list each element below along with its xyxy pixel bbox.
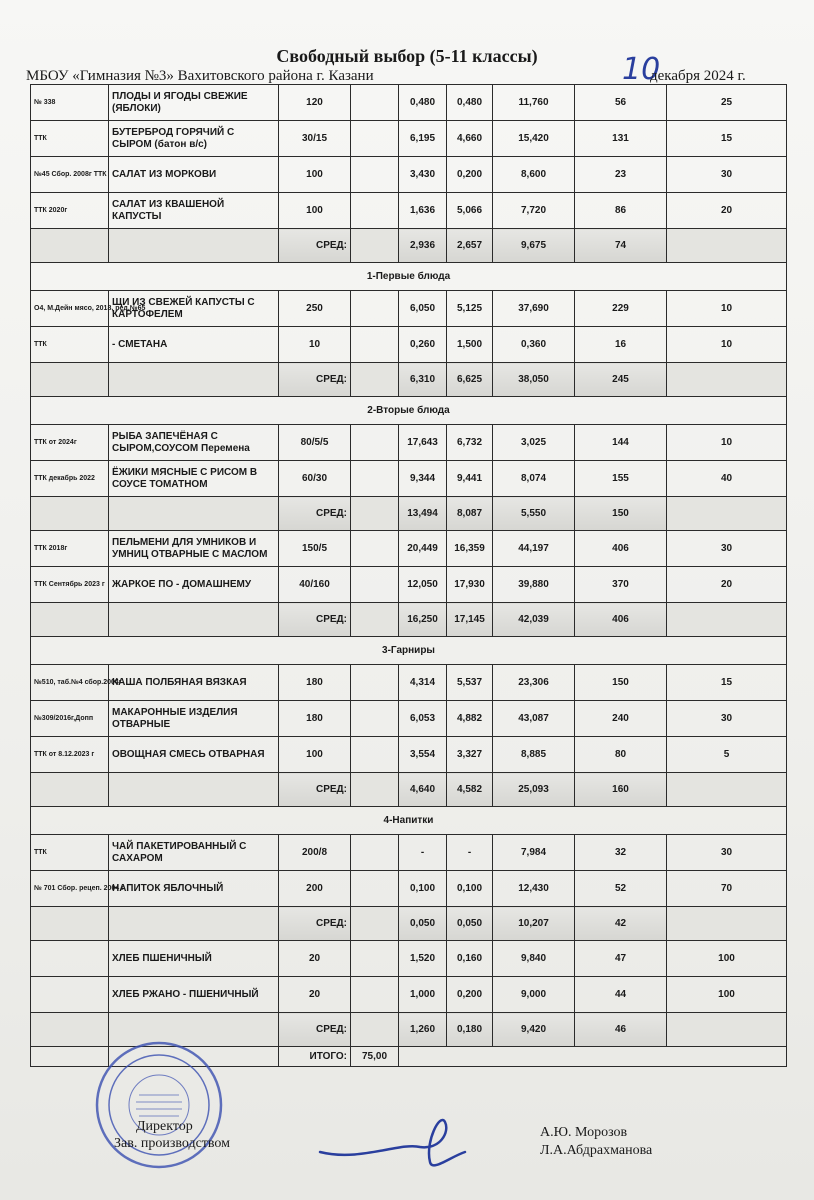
recipe-code: ТТК: [31, 327, 109, 363]
kcal-value: 23: [575, 157, 667, 193]
empty-cell: [109, 603, 279, 637]
recipe-code: [31, 941, 109, 977]
price-value: 30: [667, 157, 787, 193]
kcal-value: 44: [575, 977, 667, 1013]
average-label: СРЕД:: [279, 229, 351, 263]
menu-row: [31, 835, 787, 871]
portion-weight: 60/30: [279, 461, 351, 497]
empty-cell: [109, 497, 279, 531]
portion-weight: 180: [279, 665, 351, 701]
menu-row: [31, 701, 787, 737]
menu-row: [31, 291, 787, 327]
total-label: ИТОГО:: [279, 1047, 351, 1067]
signature-names: [540, 1124, 652, 1160]
empty-cell: [351, 497, 399, 531]
menu-row: [31, 461, 787, 497]
dish-name: НАПИТОК ЯБЛОЧНЫЙ: [109, 871, 279, 907]
fat-value: 0,200: [447, 977, 493, 1013]
empty-cell: [351, 425, 399, 461]
carbs-value: 23,306: [493, 665, 575, 701]
portion-weight: 100: [279, 193, 351, 229]
document-title: Свободный выбор (5-11 классы): [276, 46, 538, 66]
carbs-value: 3,025: [493, 425, 575, 461]
empty-cell: [351, 567, 399, 603]
fat-value: 4,660: [447, 121, 493, 157]
price-value: 30: [667, 835, 787, 871]
kcal-value: 229: [575, 291, 667, 327]
empty-cell: [351, 121, 399, 157]
protein-value: 0,100: [399, 871, 447, 907]
dish-name: БУТЕРБРОД ГОРЯЧИЙ С СЫРОМ (батон в/с): [109, 121, 279, 157]
portion-weight: 40/160: [279, 567, 351, 603]
fat-value: 3,327: [447, 737, 493, 773]
carbs-average: 38,050: [493, 363, 575, 397]
carbs-value: 9,840: [493, 941, 575, 977]
empty-cell: [667, 229, 787, 263]
dish-name: ОВОЩНАЯ СМЕСЬ ОТВАРНАЯ: [109, 737, 279, 773]
date-month-year: декабря 2024 г.: [650, 68, 746, 84]
menu-row: [31, 531, 787, 567]
protein-value: -: [399, 835, 447, 871]
price-value: 100: [667, 941, 787, 977]
price-value: 25: [667, 85, 787, 121]
kcal-value: 56: [575, 85, 667, 121]
kcal-average: 150: [575, 497, 667, 531]
average-label: СРЕД:: [279, 497, 351, 531]
empty-cell: [351, 531, 399, 567]
empty-cell: [667, 773, 787, 807]
section-row: [31, 637, 787, 665]
fat-average: 8,087: [447, 497, 493, 531]
menu-table: [30, 84, 787, 1067]
average-label: СРЕД:: [279, 1013, 351, 1047]
empty-cell: [109, 229, 279, 263]
price-value: 70: [667, 871, 787, 907]
average-row: [31, 907, 787, 941]
average-label: СРЕД:: [279, 603, 351, 637]
portion-weight: 10: [279, 327, 351, 363]
fat-average: 6,625: [447, 363, 493, 397]
handwritten-signature: [300, 1102, 500, 1182]
average-label: СРЕД:: [279, 907, 351, 941]
empty-cell: [31, 497, 109, 531]
recipe-code: ТТК Сентябрь 2023 г: [31, 567, 109, 603]
fat-value: 17,930: [447, 567, 493, 603]
carbs-value: 37,690: [493, 291, 575, 327]
fat-value: 4,882: [447, 701, 493, 737]
kcal-value: 131: [575, 121, 667, 157]
portion-weight: 200: [279, 871, 351, 907]
fat-value: 0,100: [447, 871, 493, 907]
portion-weight: 20: [279, 977, 351, 1013]
fat-average: 0,180: [447, 1013, 493, 1047]
menu-row: [31, 977, 787, 1013]
role-director: Директор: [136, 1119, 193, 1134]
empty-cell: [31, 603, 109, 637]
fat-value: -: [447, 835, 493, 871]
signature-roles: [114, 1118, 230, 1152]
portion-weight: 150/5: [279, 531, 351, 567]
protein-average: 2,936: [399, 229, 447, 263]
portion-weight: 80/5/5: [279, 425, 351, 461]
kcal-value: 16: [575, 327, 667, 363]
fat-value: 0,480: [447, 85, 493, 121]
protein-value: 0,260: [399, 327, 447, 363]
kcal-average: 46: [575, 1013, 667, 1047]
kcal-value: 32: [575, 835, 667, 871]
empty-cell: [31, 229, 109, 263]
empty-cell: [667, 907, 787, 941]
portion-weight: 30/15: [279, 121, 351, 157]
section-heading: 2-Вторые блюда: [31, 397, 787, 425]
empty-cell: [351, 193, 399, 229]
protein-value: 1,000: [399, 977, 447, 1013]
protein-value: 1,520: [399, 941, 447, 977]
fat-value: 0,160: [447, 941, 493, 977]
average-row: [31, 603, 787, 637]
empty-cell: [351, 291, 399, 327]
kcal-value: 47: [575, 941, 667, 977]
fat-average: 2,657: [447, 229, 493, 263]
menu-row: [31, 941, 787, 977]
empty-cell: [351, 157, 399, 193]
section-heading: 4-Напитки: [31, 807, 787, 835]
empty-cell: [109, 773, 279, 807]
price-value: 15: [667, 665, 787, 701]
price-value: 100: [667, 977, 787, 1013]
empty-cell: [667, 363, 787, 397]
recipe-code: №510, таб.№4 сбор.2004г: [31, 665, 109, 701]
protein-value: 0,480: [399, 85, 447, 121]
protein-average: 13,494: [399, 497, 447, 531]
kcal-value: 144: [575, 425, 667, 461]
section-row: [31, 397, 787, 425]
kcal-value: 86: [575, 193, 667, 229]
menu-row: [31, 157, 787, 193]
carbs-value: 43,087: [493, 701, 575, 737]
kcal-value: 240: [575, 701, 667, 737]
price-value: 5: [667, 737, 787, 773]
recipe-code: №45 Сбор. 2008г ТТК: [31, 157, 109, 193]
average-label: СРЕД:: [279, 363, 351, 397]
protein-value: 9,344: [399, 461, 447, 497]
recipe-code: ТТК: [31, 835, 109, 871]
empty-cell: [351, 85, 399, 121]
kcal-value: 406: [575, 531, 667, 567]
dish-name: ПЕЛЬМЕНИ ДЛЯ УМНИКОВ И УМНИЦ ОТВАРНЫЕ С МАСЛОМ: [109, 531, 279, 567]
empty-cell: [667, 603, 787, 637]
school-name: МБОУ «Гимназия №3» Вахитовского района г. Казани: [26, 68, 374, 84]
recipe-code: ТТК декабрь 2022: [31, 461, 109, 497]
name-production-head: Л.А.Абдрахманова: [540, 1143, 653, 1158]
kcal-average: 406: [575, 603, 667, 637]
recipe-code: О4, М.Дейн мясо, 2018, ред.№65: [31, 291, 109, 327]
carbs-average: 42,039: [493, 603, 575, 637]
protein-average: 16,250: [399, 603, 447, 637]
recipe-code: ТТК от 2024г: [31, 425, 109, 461]
average-row: [31, 497, 787, 531]
empty-cell: [351, 327, 399, 363]
menu-row: [31, 193, 787, 229]
empty-cell: [399, 1047, 787, 1067]
empty-cell: [667, 497, 787, 531]
price-value: 40: [667, 461, 787, 497]
dish-name: РЫБА ЗАПЕЧЁНАЯ С СЫРОМ,СОУСОМ Перемена: [109, 425, 279, 461]
protein-value: 3,554: [399, 737, 447, 773]
section-heading: 1-Первые блюда: [31, 263, 787, 291]
recipe-code: № 701 Сбор. рецеп. 2004 г: [31, 871, 109, 907]
recipe-code: № 338: [31, 85, 109, 121]
portion-weight: 100: [279, 157, 351, 193]
price-value: 30: [667, 531, 787, 567]
total-value: 75,00: [351, 1047, 399, 1067]
empty-cell: [351, 603, 399, 637]
section-row: [31, 807, 787, 835]
empty-cell: [351, 363, 399, 397]
kcal-value: 155: [575, 461, 667, 497]
empty-cell: [31, 907, 109, 941]
empty-cell: [351, 977, 399, 1013]
carbs-value: 44,197: [493, 531, 575, 567]
carbs-value: 7,720: [493, 193, 575, 229]
empty-cell: [31, 773, 109, 807]
carbs-value: 8,074: [493, 461, 575, 497]
fat-value: 9,441: [447, 461, 493, 497]
carbs-average: 10,207: [493, 907, 575, 941]
protein-average: 0,050: [399, 907, 447, 941]
average-row: [31, 773, 787, 807]
empty-cell: [351, 701, 399, 737]
empty-cell: [109, 363, 279, 397]
protein-average: 1,260: [399, 1013, 447, 1047]
fat-value: 5,537: [447, 665, 493, 701]
portion-weight: 250: [279, 291, 351, 327]
dish-name: ЁЖИКИ МЯСНЫЕ С РИСОМ В СОУСЕ ТОМАТНОМ: [109, 461, 279, 497]
role-production-head: Зав. производством: [114, 1136, 231, 1151]
recipe-code: №309/2016г,Допп: [31, 701, 109, 737]
empty-cell: [351, 941, 399, 977]
average-row: [31, 363, 787, 397]
carbs-value: 8,600: [493, 157, 575, 193]
recipe-code: ТТК 2020г: [31, 193, 109, 229]
protein-value: 12,050: [399, 567, 447, 603]
carbs-value: 7,984: [493, 835, 575, 871]
kcal-average: 160: [575, 773, 667, 807]
price-value: 20: [667, 193, 787, 229]
dish-name: ЧАЙ ПАКЕТИРОВАННЫЙ С САХАРОМ: [109, 835, 279, 871]
menu-row: [31, 425, 787, 461]
handwritten-day: 10: [622, 52, 661, 87]
empty-cell: [109, 907, 279, 941]
empty-cell: [351, 871, 399, 907]
price-value: 10: [667, 327, 787, 363]
price-value: 20: [667, 567, 787, 603]
menu-row: [31, 121, 787, 157]
recipe-code: ТТК: [31, 121, 109, 157]
protein-value: 6,195: [399, 121, 447, 157]
empty-cell: [351, 737, 399, 773]
empty-cell: [667, 1013, 787, 1047]
carbs-average: 5,550: [493, 497, 575, 531]
kcal-value: 52: [575, 871, 667, 907]
menu-row: [31, 665, 787, 701]
protein-average: 4,640: [399, 773, 447, 807]
fat-value: 5,125: [447, 291, 493, 327]
carbs-value: 8,885: [493, 737, 575, 773]
fat-value: 1,500: [447, 327, 493, 363]
portion-weight: 100: [279, 737, 351, 773]
fat-value: 5,066: [447, 193, 493, 229]
kcal-average: 74: [575, 229, 667, 263]
fat-average: 4,582: [447, 773, 493, 807]
price-value: 10: [667, 425, 787, 461]
kcal-average: 42: [575, 907, 667, 941]
menu-row: [31, 737, 787, 773]
fat-value: 0,200: [447, 157, 493, 193]
carbs-value: 12,430: [493, 871, 575, 907]
carbs-value: 39,880: [493, 567, 575, 603]
price-value: 10: [667, 291, 787, 327]
protein-value: 1,636: [399, 193, 447, 229]
section-heading: 3-Гарниры: [31, 637, 787, 665]
kcal-value: 150: [575, 665, 667, 701]
carbs-average: 25,093: [493, 773, 575, 807]
portion-weight: 20: [279, 941, 351, 977]
dish-name: - СМЕТАНА: [109, 327, 279, 363]
menu-row: [31, 567, 787, 603]
recipe-code: [31, 977, 109, 1013]
dish-name: ПЛОДЫ И ЯГОДЫ СВЕЖИЕ (ЯБЛОКИ): [109, 85, 279, 121]
fat-average: 17,145: [447, 603, 493, 637]
menu-row: [31, 327, 787, 363]
dish-name: ХЛЕБ ПШЕНИЧНЫЙ: [109, 941, 279, 977]
dish-name: САЛАТ ИЗ МОРКОВИ: [109, 157, 279, 193]
kcal-average: 245: [575, 363, 667, 397]
dish-name: ЩИ ИЗ СВЕЖЕЙ КАПУСТЫ С КАРТОФЕЛЕМ: [109, 291, 279, 327]
average-label: СРЕД:: [279, 773, 351, 807]
price-value: 30: [667, 701, 787, 737]
dish-name: ЖАРКОЕ ПО - ДОМАШНЕМУ: [109, 567, 279, 603]
carbs-value: 9,000: [493, 977, 575, 1013]
empty-cell: [351, 1013, 399, 1047]
protein-average: 6,310: [399, 363, 447, 397]
carbs-value: 11,760: [493, 85, 575, 121]
carbs-value: 0,360: [493, 327, 575, 363]
price-value: 15: [667, 121, 787, 157]
empty-cell: [351, 665, 399, 701]
empty-cell: [351, 773, 399, 807]
name-director: А.Ю. Морозов: [540, 1125, 628, 1140]
dish-name: МАКАРОННЫЕ ИЗДЕЛИЯ ОТВАРНЫЕ: [109, 701, 279, 737]
section-row: [31, 263, 787, 291]
empty-cell: [351, 835, 399, 871]
dish-name: САЛАТ ИЗ КВАШЕНОЙ КАПУСТЫ: [109, 193, 279, 229]
kcal-value: 370: [575, 567, 667, 603]
portion-weight: 120: [279, 85, 351, 121]
fat-value: 6,732: [447, 425, 493, 461]
empty-cell: [351, 461, 399, 497]
protein-value: 6,050: [399, 291, 447, 327]
protein-value: 3,430: [399, 157, 447, 193]
menu-row: [31, 85, 787, 121]
empty-cell: [351, 229, 399, 263]
empty-cell: [31, 363, 109, 397]
fat-value: 16,359: [447, 531, 493, 567]
recipe-code: ТТК от 8.12.2023 г: [31, 737, 109, 773]
kcal-value: 80: [575, 737, 667, 773]
dish-name: ХЛЕБ РЖАНО - ПШЕНИЧНЫЙ: [109, 977, 279, 1013]
carbs-average: 9,420: [493, 1013, 575, 1047]
recipe-code: ТТК 2018г: [31, 531, 109, 567]
empty-cell: [351, 907, 399, 941]
protein-value: 4,314: [399, 665, 447, 701]
carbs-value: 15,420: [493, 121, 575, 157]
protein-value: 6,053: [399, 701, 447, 737]
protein-value: 20,449: [399, 531, 447, 567]
dish-name: КАША ПОЛБЯНАЯ ВЯЗКАЯ: [109, 665, 279, 701]
carbs-average: 9,675: [493, 229, 575, 263]
menu-row: [31, 871, 787, 907]
protein-value: 17,643: [399, 425, 447, 461]
portion-weight: 200/8: [279, 835, 351, 871]
average-row: [31, 229, 787, 263]
fat-average: 0,050: [447, 907, 493, 941]
portion-weight: 180: [279, 701, 351, 737]
